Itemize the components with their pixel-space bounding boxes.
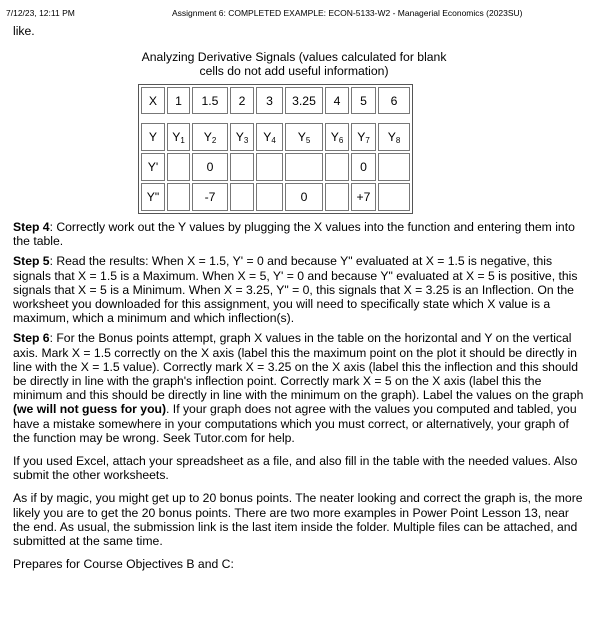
table-cell — [325, 153, 349, 181]
bonus-note: As if by magic, you might get up to 20 bonus points. The neater looking and correct the graph is, the more likely you are to get the 20 bonus points. There are two more examples in Power Point Lesson 13, near the end. As usual, the submission link is the last item inside the folder. Multiple files can be attached, and submitted at the same time. — [13, 491, 583, 549]
table-cell: X — [141, 87, 165, 114]
table-cell — [256, 153, 283, 181]
table-cell: 1 — [167, 87, 190, 114]
table-cell: 0 — [192, 153, 228, 181]
instructions-body — [13, 220, 588, 577]
table-cell: -7 — [192, 183, 228, 211]
table-cell: 1.5 — [192, 87, 228, 114]
table-cell: 2 — [230, 87, 254, 114]
table-cell — [167, 153, 190, 181]
table-cell: $Y_1$ — [167, 123, 190, 151]
table-cell: $Y_3$ — [230, 123, 254, 151]
table-cell: $Y_8$ — [378, 123, 410, 151]
table-row-x — [141, 87, 410, 114]
table-row-y — [141, 123, 410, 151]
table-cell: 3.25 — [285, 87, 323, 114]
table-cell: $Y_6$ — [325, 123, 349, 151]
table-cell: 6 — [378, 87, 410, 114]
table-row-y-double-prime — [141, 183, 410, 211]
table-cell: 3 — [256, 87, 283, 114]
step-6-label: Step 6 — [13, 331, 50, 346]
table-cell — [230, 153, 254, 181]
table-cell — [230, 183, 254, 211]
table-cell — [256, 183, 283, 211]
step-4-label: Step 4 — [13, 220, 50, 234]
table-cell — [285, 153, 323, 181]
table-cell — [378, 153, 410, 181]
table-cell — [325, 183, 349, 211]
table-cell: Y — [141, 123, 165, 151]
continuation-text: like. — [13, 24, 35, 38]
table-cell — [378, 183, 410, 211]
excel-note: If you used Excel, attach your spreadsheet as a file, and also fill in the table with the needed values. Also submit the other worksheets. — [13, 454, 578, 483]
print-timestamp: 7/12/23, 12:11 PM — [6, 8, 75, 18]
table-title — [132, 50, 456, 78]
step-5-paragraph: Step 5: Read the results: When X = 1.5, Y' = 0 and because Y" evaluated at X = 1.5 is negative, this signals that X = 1.5 is a Maximum. When X = 5, Y' = 0 and because Y" evaluated at X = 5 is positive, this signals that X = 5 is a Minimum. When X = 3.25, Y" = 0, this signals that X = 3.25 is an Inflection. On the worksheet you downloaded for this assignment, you will need to specifically state which X value is a maximum, which a minimum and which inflection(s). — [13, 254, 578, 326]
table-cell: $Y_2$ — [192, 123, 228, 151]
table-title-line2: cells do not add useful information) — [199, 64, 389, 78]
table-cell: $Y_5$ — [285, 123, 323, 151]
table-cell: $Y_7$ — [351, 123, 376, 151]
derivative-signals-table — [138, 84, 413, 214]
course-objectives-note: Prepares for Course Objectives B and C: — [13, 557, 234, 572]
table-cell: +7 — [351, 183, 376, 211]
table-cell — [167, 183, 190, 211]
table-cell: 0 — [285, 183, 323, 211]
table-cell: 4 — [325, 87, 349, 114]
step-4-paragraph: Step 4: Correctly work out the Y values by plugging the X values into the function and entering them into the table. — [13, 220, 575, 249]
page-header-title: Assignment 6: COMPLETED EXAMPLE: ECON-5133-W2 - Managerial Economics (2023SU) — [172, 8, 523, 18]
step-5-label: Step 5 — [13, 254, 50, 269]
table-row-y-prime — [141, 153, 410, 181]
table-cell: 0 — [351, 153, 376, 181]
table-cell: Y' — [141, 153, 165, 181]
step-6-bold-note: (we will not guess for you) — [13, 402, 167, 417]
table-title-line1: Analyzing Derivative Signals (values calculated for blank — [141, 50, 447, 64]
table-cell: 5 — [351, 87, 376, 114]
table-cell: $Y_4$ — [256, 123, 283, 151]
step-6-paragraph: Step 6: For the Bonus points attempt, graph X values in the table on the horizontal and Y on the vertical axis. Mark X = 1.5 correctly on the X axis (label this the maximum point on the plot it should be directly in line with the X = 1.5 value). Correctly mark X = 3.25 on the X axis (label this the inflection and this should be directly in line with the graph's inflection point. Correctly mark X = 5 on the X axis (label this the minimum and this should be directly in line with the minimum on the graph). Label the values on the graph (we will not guess for you). If your graph does not agree with the values you computed and tabled, you have a mistake somewhere in your computations which you must correct, or alternatively, your graph of the function may be wrong. Seek Tutor.com for help. — [13, 331, 584, 445]
table-cell: Y" — [141, 183, 165, 211]
